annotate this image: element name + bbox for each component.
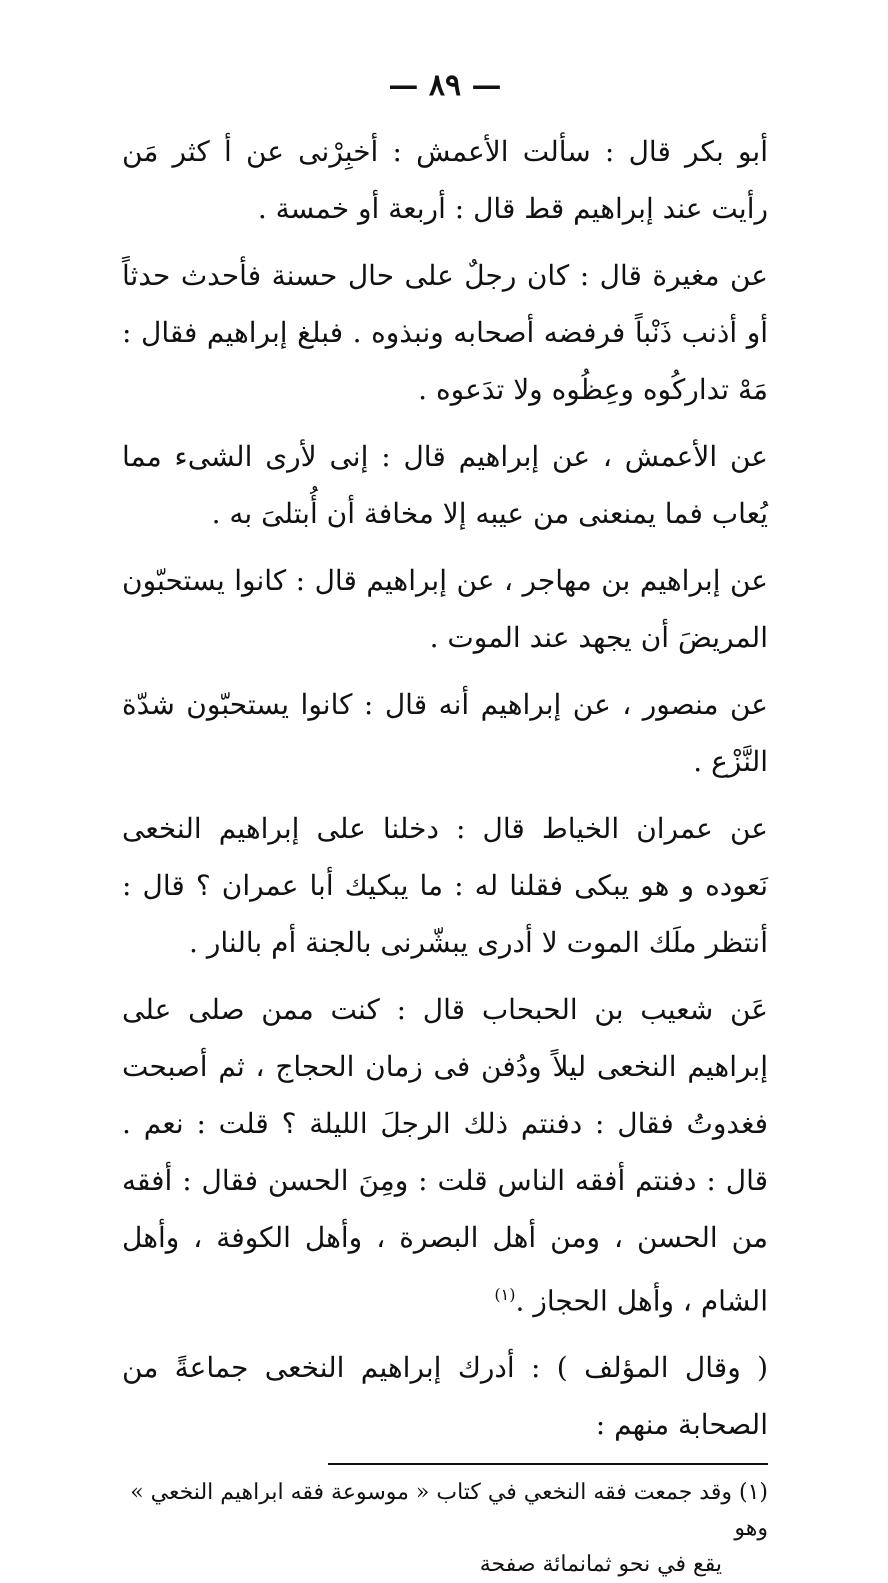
paragraph-3: عن الأعمش ، عن إبراهيم قال : إنى لأرى الشىء مما يُعاب فما يمنعنى من عيبه إلا مخافة أن أُبتلىَ به . [122, 440, 768, 530]
paragraph-1: أبو بكر قال : سألت الأعمش : أخبِرْنى عن أ كثر مَن رأيت عند إبراهيم قط قال : أربعة أو خمسة . [122, 135, 768, 225]
paragraph-5: عن منصور ، عن إبراهيم أنه قال : كانوا يستحبّون شدّة النَّزْع . [122, 688, 768, 778]
footnote-text-1: وقد جمعت فقه النخعي في كتاب « موسوعة فقه ابراهيم النخعي » وهو [130, 1480, 768, 1542]
footnote-line-1 [122, 1475, 768, 1547]
footnotes [122, 1475, 768, 1583]
paragraph-2: عن مغيرة قال : كان رجلٌ على حال حسنة فأحدث حدثاً أو أذنب ذَنْباً فرفضه أصحابه ونبذوه . فبلغ إبراهيم فقال : مَهْ تداركُوه وعِظُوه ولا تدَعوه . [122, 259, 769, 406]
footnote-reference: (١) [494, 1285, 516, 1304]
footnote-divider [328, 1463, 768, 1465]
paragraph-7 [122, 981, 768, 1329]
footnote-marker: (١) [738, 1480, 768, 1506]
page-number: — ٨٩ — [388, 68, 502, 103]
paragraph-6: عن عمران الخياط قال : دخلنا على إبراهيم النخعى نَعوده و هو يبكى فقلنا له : ما يبكيك أبا عمران ؟ قال : أنتظر ملَك الموت لا أدرى يبشّرنى بالجنة أم بالنار . [122, 812, 768, 959]
main-text [122, 123, 768, 1453]
paragraph-8: ( وقال المؤلف ) : أدرك إبراهيم النخعى جماعةً من الصحابة منهم : [122, 1351, 768, 1442]
footnote-line-2: يقع في نحو ثمانمائة صفحة [479, 1552, 722, 1578]
paragraph-4: عن إبراهيم بن مهاجر ، عن إبراهيم قال : كانوا يستحبّون المريضَ أن يجهد عند الموت . [122, 564, 768, 654]
paragraph-7-text: عَن شعيب بن الحبحاب قال : كنت ممن صلى على إبراهيم النخعى ليلاً ودُفن فى زمان الحجاج ، ثم أصبحت فغدوتُ فقال : دفنتم ذلك الرجلَ الليلة ؟ قلت : نعم . قال : دفنتم أفقه الناس قلت : ومِنَ الحسن فقال : أفقه من الحسن ، ومن أهل البصرة ، وأهل الكوفة ، وأهل الشام ، وأهل الحجاز . [122, 993, 768, 1318]
